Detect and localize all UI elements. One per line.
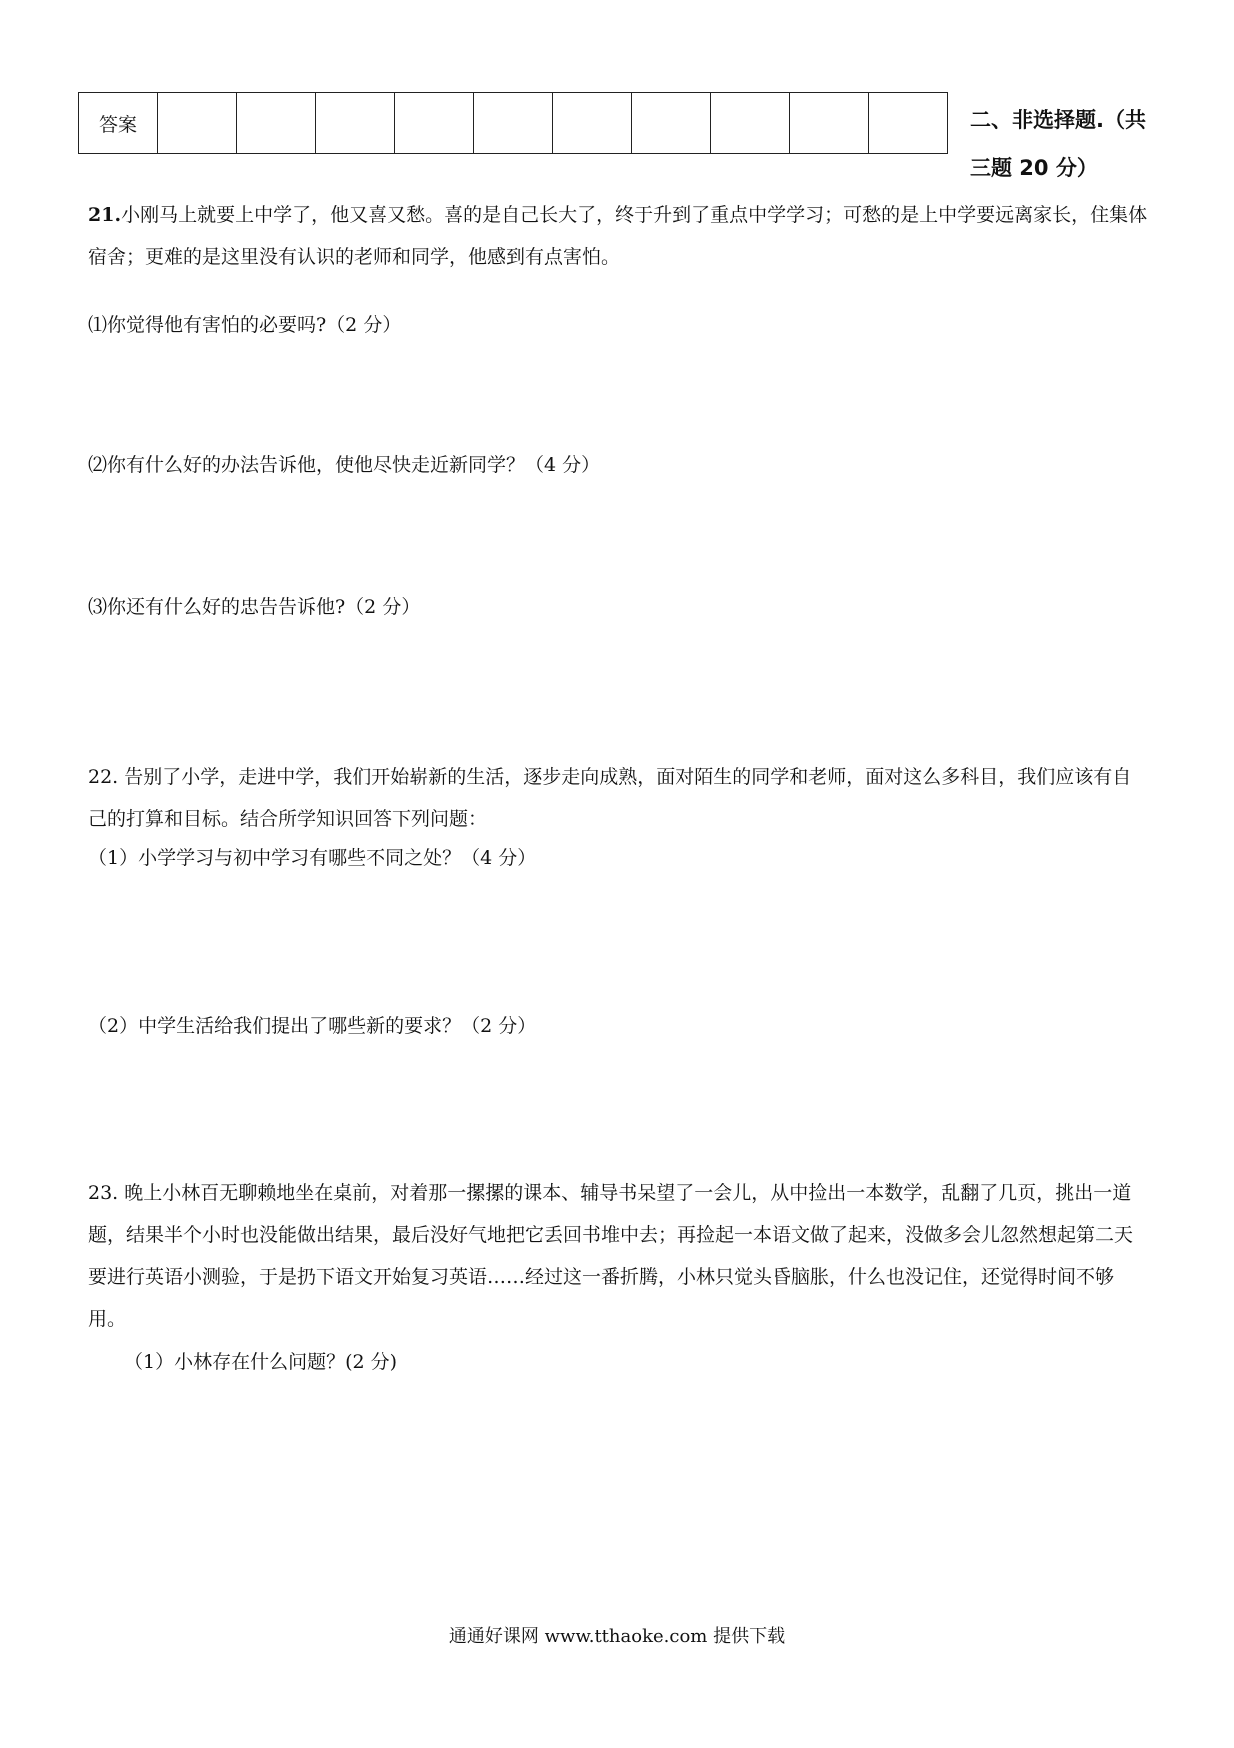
- answer-table: [78, 92, 948, 154]
- q21-stem: [88, 194, 1148, 278]
- q23-sub-1: （1）小林存在什么问题？(2 分): [124, 1351, 398, 1373]
- answer-cell: [395, 93, 474, 154]
- page-footer: 通通好课网 www.tthaoke.com 提供下载: [448, 1626, 786, 1647]
- answer-row: [79, 93, 948, 154]
- answer-cell: [237, 93, 316, 154]
- answer-cell: [158, 93, 237, 154]
- q22-sub-1: （1）小学学习与初中学习有哪些不同之处？（4 分）: [88, 847, 537, 869]
- q21-number: 21.: [88, 204, 122, 226]
- section-heading-line1: 二、非选择题.（共: [970, 108, 1146, 132]
- answer-cell: [711, 93, 790, 154]
- answer-label: 答案: [79, 93, 158, 154]
- answer-cell: [632, 93, 711, 154]
- answer-cell: [316, 93, 395, 154]
- q21-sub-1: ⑴你觉得他有害怕的必要吗?（2 分）: [88, 314, 402, 336]
- q22-stem: 22. 告别了小学，走进中学，我们开始崭新的生活，逐步走向成熟，面对陌生的同学和老师，面对这么多科目，我们应该有自己的打算和目标。结合所学知识回答下列问题：: [88, 766, 1132, 830]
- section-heading-line2: 三题 20 分）: [970, 156, 1098, 180]
- q21-stem-text: 小刚马上就要上中学了，他又喜又愁。喜的是自己长大了，终于升到了重点中学学习；可愁的是上中学要远离家长，住集体宿舍；更难的是这里没有认识的老师和同学，他感到有点害怕。: [88, 204, 1148, 268]
- q21-sub-2: ⑵你有什么好的办法告诉他，使他尽快走近新同学？（4 分）: [88, 454, 601, 476]
- answer-cell: [790, 93, 869, 154]
- q22-sub-2: （2）中学生活给我们提出了哪些新的要求？（2 分）: [88, 1015, 537, 1037]
- q21-sub-3: ⑶你还有什么好的忠告告诉他?（2 分）: [88, 596, 421, 618]
- q23-stem: 23. 晚上小林百无聊赖地坐在桌前，对着那一摞摞的课本、辅导书呆望了一会儿，从中捡出一本数学，乱翻了几页，挑出一道题，结果半个小时也没能做出结果，最后没好气地把它丢回书堆中去；再捡起一本语文做了起来，没做多会儿忽然想起第二天要进行英语小测验，于是扔下语文开始复习英语……经过这一番折腾，小林只觉头昏脑胀，什么也没记住，还觉得时间不够用。: [88, 1182, 1134, 1330]
- answer-cell: [474, 93, 553, 154]
- answer-cell: [553, 93, 632, 154]
- answer-cell: [869, 93, 948, 154]
- section-heading: [970, 96, 1180, 192]
